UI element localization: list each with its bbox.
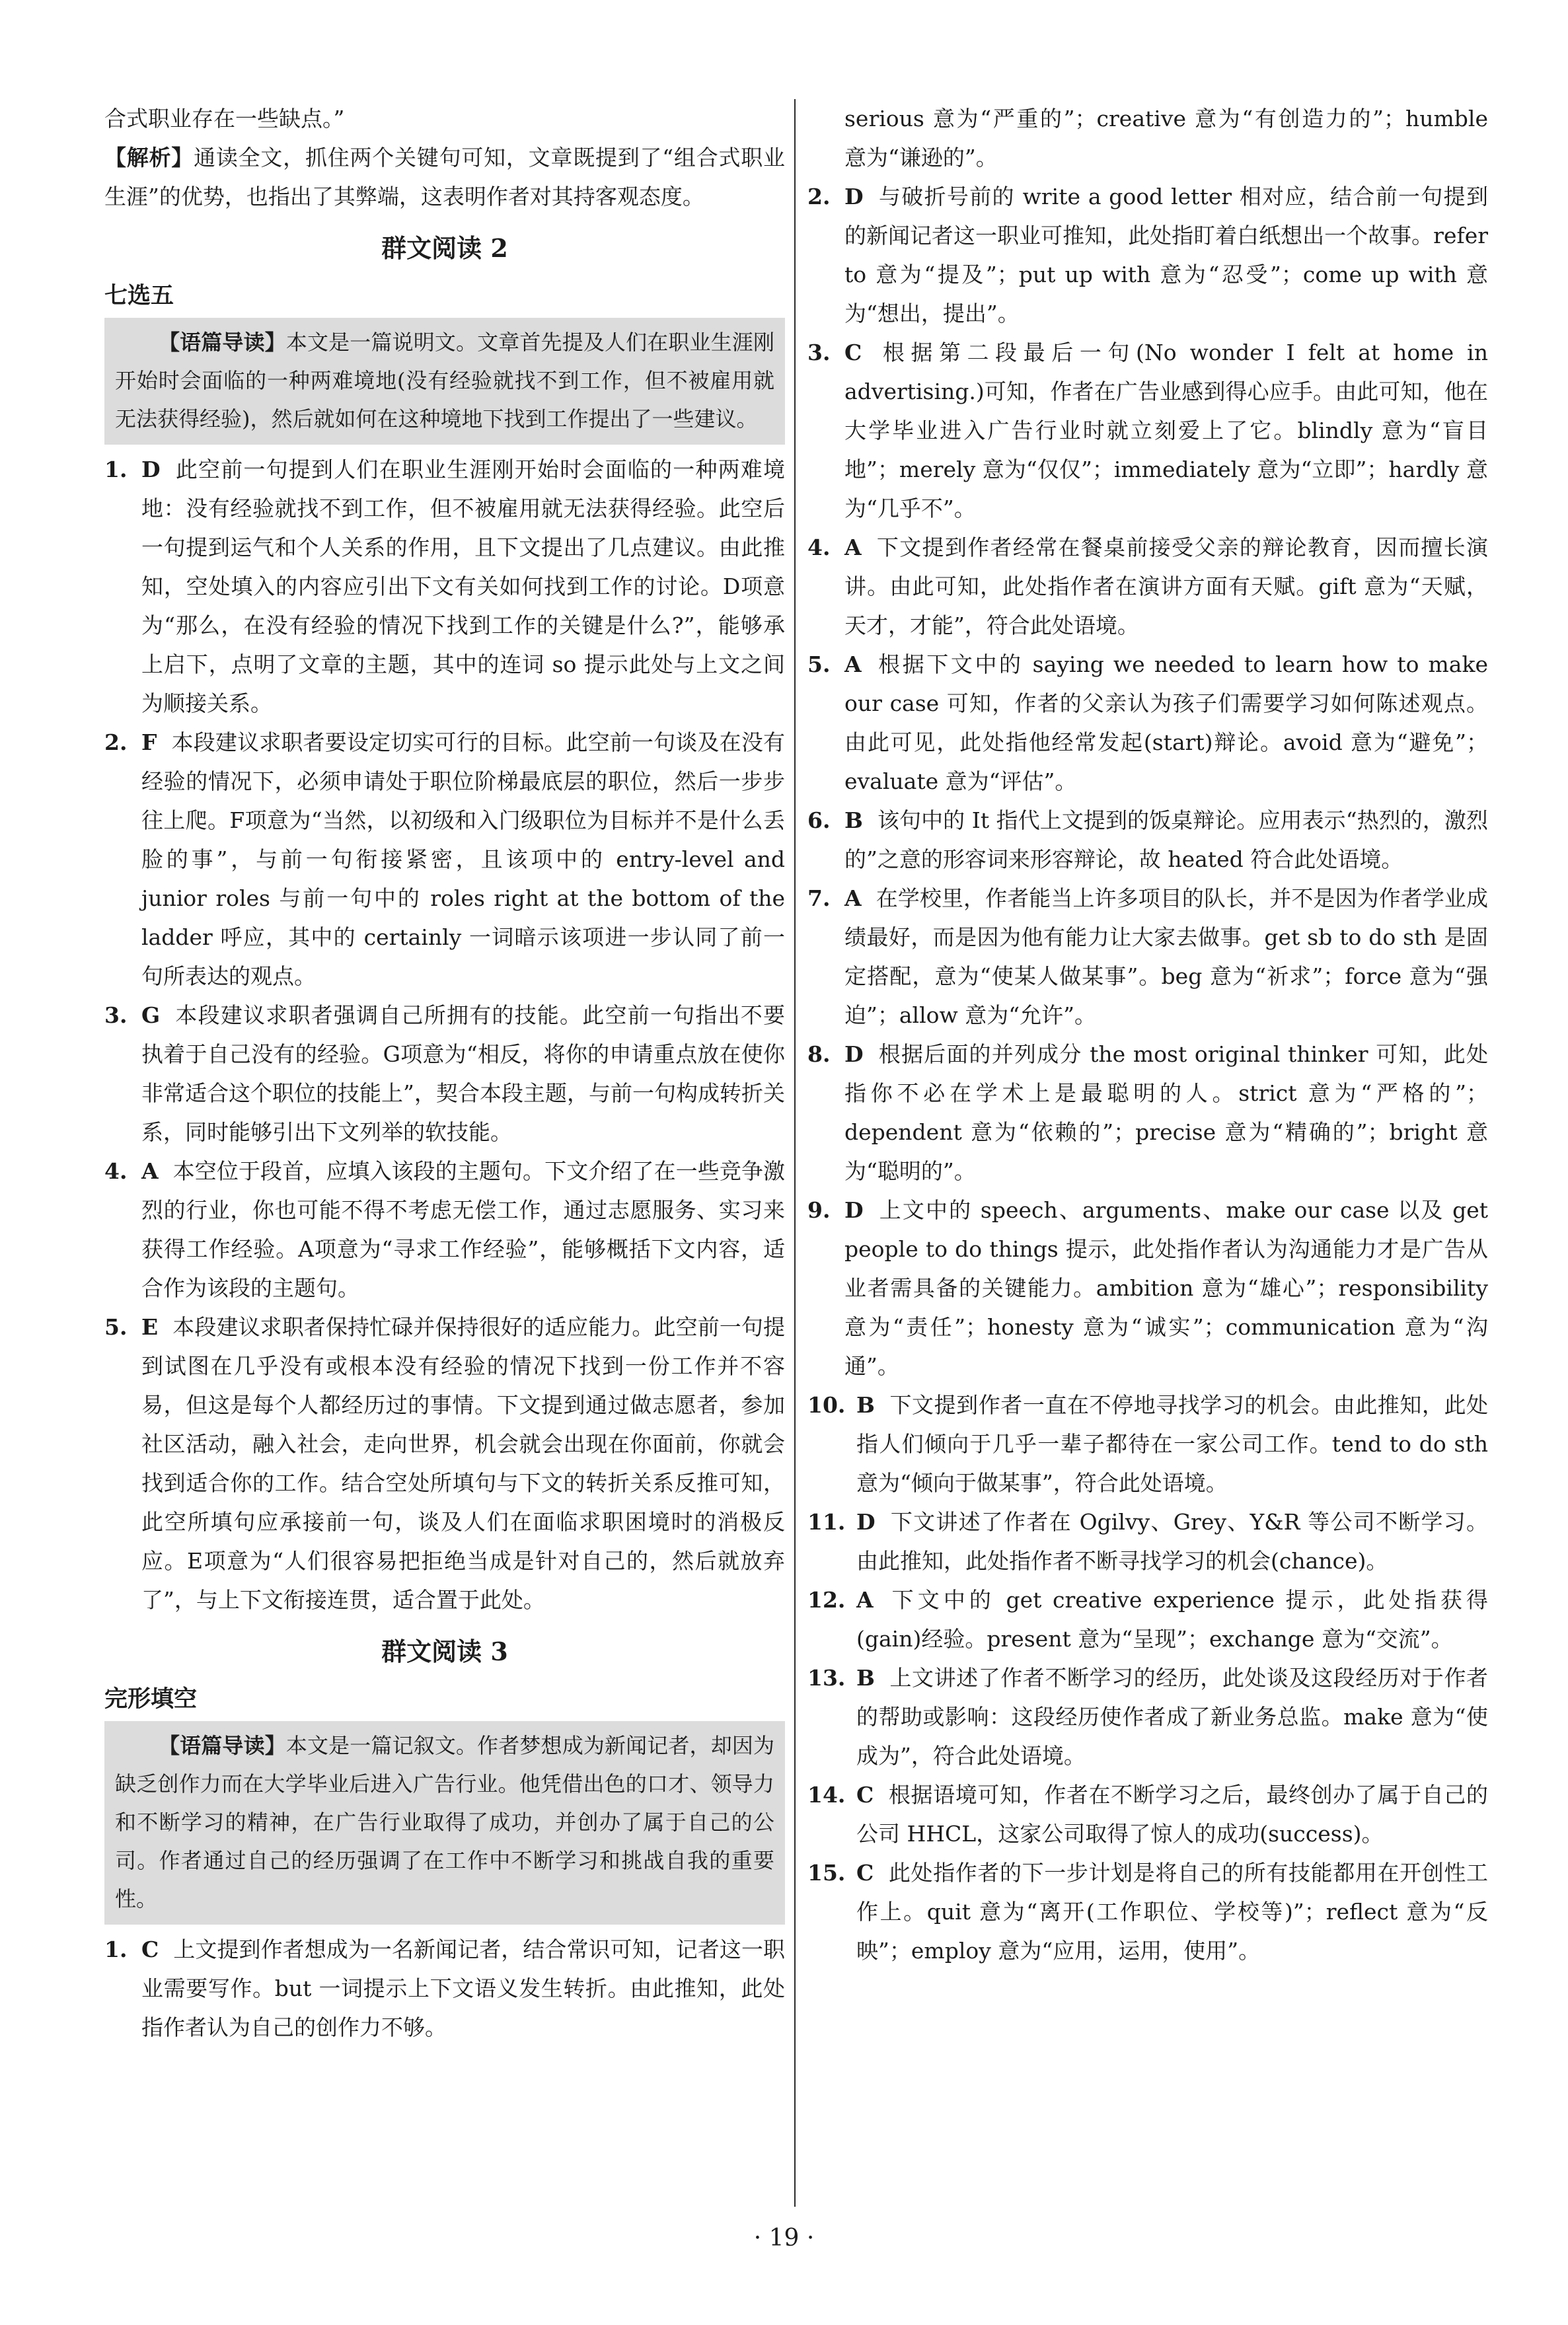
right-column [807, 99, 1488, 1970]
item-number: 1. [104, 1937, 128, 1962]
item-number: 3. [807, 340, 831, 365]
answer-explanation: 该句中的 It 指代上文提到的饭桌辩论。应用表示“热烈的，激烈的”之意的形容词来形容辩论，故 heated 符合此处语境。 [844, 807, 1488, 872]
answer-explanation: 本段建议求职者要设定切实可行的目标。此空前一句谈及在没有经验的情况下，必须申请处于职位阶梯最底层的职位，然后一步步往上爬。F项意为“当然，以初级和入门级职位为目标并不是什么丢脸的事”，与前一句衔接紧密，且该项中的 entry-level and junior roles 与前一句中的 roles right at the bottom of the ladder 呼应，其中的 certainly 一词暗示该项进一步认同了前一句所表达的观点。 [141, 729, 785, 989]
answer-item [104, 1152, 785, 1308]
answer-explanation: 本空位于段首，应填入该段的主题句。下文介绍了在一些竞争激烈的行业，你也可能不得不考虑无偿工作，通过志愿服务、实习来获得工作经验。A项意为“寻求工作经验”，能够概括下文内容，适合作为该段的主题句。 [141, 1158, 785, 1301]
section-subtitle-2: 七选五 [104, 282, 174, 309]
item-number: 4. [104, 1158, 128, 1184]
answer-explanation: 上文中的 speech、arguments、make our case 以及 get people to do things 提示，此处指作者认为沟通能力才是广告从业者需具备的关键能力。ambition 意为“雄心”；responsibility 意为“责任”；honesty 意为“诚实”；communication 意为“沟通”。 [844, 1197, 1488, 1379]
guide-body: 本文是一篇说明文。文章首先提及人们在职业生涯刚开始时会面临的一种两难境地(没有经验就找不到工作，但不被雇用就无法获得经验)，然后就如何在这种境地下找到工作提出了一些建议。 [115, 330, 774, 431]
answer-letter: A [856, 1587, 874, 1613]
column-divider [794, 99, 796, 2207]
analysis-paragraph [104, 138, 785, 216]
answer-item [807, 528, 1488, 645]
section-title-2: 群文阅读 2 [381, 233, 508, 263]
answer-letter: A [844, 651, 862, 677]
section-title-3: 群文阅读 3 [381, 1637, 508, 1666]
answer-letter: D [856, 1509, 876, 1535]
item-number: 6. [807, 807, 831, 833]
answer-item [807, 1658, 1488, 1775]
answer-letter: B [856, 1392, 875, 1418]
answer-explanation: 下文提到作者一直在不停地寻找学习的机会。由此推知，此处指人们倾向于几乎一辈子都待在一家公司工作。tend to do sth 意为“倾向于做某事”，符合此处语境。 [856, 1392, 1488, 1496]
guide-text-3 [115, 1726, 774, 1918]
answer-item [807, 1035, 1488, 1191]
answer-explanation: 在学校里，作者能当上许多项目的队长，并不是因为作者学业成绩最好，而是因为他有能力让大家去做事。get sb to do sth 是固定搭配，意为“使某人做某事”。beg 意为“祈求”；force 意为“强迫”；allow 意为“允许”。 [844, 885, 1488, 1028]
item-number: 8. [807, 1041, 831, 1067]
answer-letter: D [844, 1197, 864, 1223]
answer-explanation: 下文中的 get creative experience 提示，此处指获得(gain)经验。present 意为“呈现”；exchange 意为“交流”。 [856, 1587, 1488, 1652]
answer-explanation: 根据后面的并列成分 the most original thinker 可知，此处指你不必在学术上是最聪明的人。strict 意为“严格的”；dependent 意为“依赖的”；precise 意为“精确的”；bright 意为“聪明的”。 [844, 1041, 1488, 1184]
section-subtitle-3: 完形填空 [104, 1685, 198, 1713]
analysis-text: 通读全文，抓住两个关键句可知，文章既提到了“组合式职业生涯”的优势，也指出了其弊端，这表明作者对其持客观态度。 [104, 145, 786, 209]
guide-body: 本文是一篇记叙文。作者梦想成为新闻记者，却因为缺乏创作力而在大学毕业后进入广告行业。他凭借出色的口才、领导力和不断学习的精神，在广告行业取得了成功，并创办了属于自己的公司。作者通过自己的经历强调了在工作中不断学习和挑战自我的重要性。 [115, 1733, 774, 1911]
answer-item [807, 879, 1488, 1035]
answer-explanation: 上文讲述了作者不断学习的经历，此处谈及这段经历对于作者的帮助或影响：这段经历使作者成了新业务总监。make 意为“使成为”，符合此处语境。 [856, 1665, 1488, 1769]
guide-box-3 [104, 1721, 785, 1925]
answer-letter: B [844, 807, 863, 833]
answer-letter: C [856, 1860, 874, 1886]
answer-explanation: 与破折号前的 write a good letter 相对应，结合前一句提到的新闻记者这一职业可推知，此处指盯着白纸想出一个故事。refer to 意为“提及”；put up with 意为“忍受”；come up with 意为“想出，提出”。 [844, 184, 1488, 326]
answer-item [807, 1385, 1488, 1502]
answer-letter: F [141, 729, 157, 755]
answer-letter: A [844, 535, 862, 560]
answer-explanation: 根据下文中的 saying we needed to learn how to make our case 可知，作者的父亲认为孩子们需要学习如何陈述观点。由此可见，此处指他经常发起(start)辩论。avoid 意为“避免”；evaluate 意为“评估”。 [844, 651, 1488, 794]
item-number: 1. [104, 457, 128, 482]
answer-explanation: 本段建议求职者保持忙碌并保持很好的适应能力。此空前一句提到试图在几乎没有或根本没有经验的情况下找到一份工作并不容易，但这是每个人都经历过的事情。下文提到通过做志愿者，参加社区活动，融入社会，走向世界，机会就会出现在你面前，你就会找到适合你的工作。结合空处所填句与下文的转折关系反推可知，此空所填句应承接前一句，谈及人们在面临求职困境时的消极反应。E项意为“人们很容易把拒绝当成是针对自己的，然后就放弃了”，与上下文衔接连贯，适合置于此处。 [141, 1314, 785, 1613]
answer-letter: A [141, 1158, 159, 1184]
answer-letter: D [844, 184, 864, 209]
answer-letter: D [141, 457, 161, 482]
left-column [104, 99, 785, 2047]
answer-item [104, 996, 785, 1152]
item-number: 4. [807, 535, 831, 560]
analysis-tag: 【解析】 [104, 145, 194, 170]
answer-item [807, 1853, 1488, 1970]
answer-explanation: 此处指作者的下一步计划是将自己的所有技能都用在开创性工作上。quit 意为“离开(工作职位、学校等)”；reflect 意为“反映”；employ 意为“应用，运用，使用”。 [856, 1860, 1488, 1964]
answer-item [807, 1775, 1488, 1853]
answer-letter: C [856, 1782, 874, 1808]
answer-letter: G [141, 1002, 161, 1028]
paragraph-continuation: serious 意为“严重的”；creative 意为“有创造力的”；humble 意为“谦逊的”。 [844, 106, 1488, 170]
answer-letter: C [141, 1937, 159, 1962]
answer-explanation: 下文讲述了作者在 Ogilvy、Grey、Y&R 等公司不断学习。由此推知，此处指作者不断寻找学习的机会(chance)。 [856, 1509, 1488, 1574]
item-number: 7. [807, 885, 831, 911]
answer-explanation: 此空前一句提到人们在职业生涯刚开始时会面临的一种两难境地：没有经验就找不到工作，但不被雇用就无法获得经验。此空后一句提到运气和个人关系的作用，且下文提出了几点建议。由此推知，空处填入的内容应引出下文有关如何找到工作的讨论。D项意为“那么，在没有经验的情况下找到工作的关键是什么?”，能够承上启下，点明了文章的主题，其中的连词 so 提示此处与上文之间为顺接关系。 [141, 457, 785, 716]
guide-tag: 【语篇导读】 [159, 330, 286, 355]
answer-letter: D [844, 1041, 864, 1067]
item-number: 15. [807, 1860, 846, 1886]
answer-explanation: 上文提到作者想成为一名新闻记者，结合常识可知，记者这一职业需要写作。but 一词提示上下文语义发生转折。由此推知，此处指作者认为自己的创作力不够。 [141, 1937, 785, 2040]
page-number: · 19 · [753, 2225, 815, 2252]
item-number: 3. [104, 1002, 128, 1028]
answer-explanation: 根据语境可知，作者在不断学习之后，最终创办了属于自己的公司 HHCL，这家公司取得了惊人的成功(success)。 [856, 1782, 1488, 1847]
paragraph-continuation: 合式职业存在一些缺点。” [104, 106, 345, 131]
answer-letter: B [856, 1665, 875, 1691]
answer-explanation: 本段建议求职者强调自己所拥有的技能。此空前一句指出不要执着于自己没有的经验。G项意为“相反，将你的申请重点放在使你非常适合这个职位的技能上”，契合本段主题，与前一句构成转折关系，同时能够引出下文列举的软技能。 [141, 1002, 785, 1145]
answer-item [104, 1308, 785, 1619]
answer-item [807, 333, 1488, 528]
guide-tag: 【语篇导读】 [159, 1733, 286, 1758]
item-number: 10. [807, 1392, 846, 1418]
answer-item [807, 645, 1488, 801]
item-number: 12. [807, 1587, 846, 1613]
item-number: 2. [104, 729, 128, 755]
item-number: 5. [807, 651, 831, 677]
item-number: 11. [807, 1509, 846, 1535]
answer-letter: A [844, 885, 862, 911]
answer-item [104, 723, 785, 996]
item-number: 9. [807, 1197, 831, 1223]
answer-explanation: 根据第二段最后一句(No wonder I felt at home in advertising.)可知，作者在广告业感到得心应手。由此可知，他在大学毕业进入广告行业时就立刻爱上了它。blindly 意为“盲目地”；merely 意为“仅仅”；immediately 意为“立即”；hardly 意为“几乎不”。 [844, 340, 1488, 521]
answer-explanation: 下文提到作者经常在餐桌前接受父亲的辩论教育，因而擅长演讲。由此可知，此处指作者在演讲方面有天赋。gift 意为“天赋，天才，才能”，符合此处语境。 [844, 535, 1488, 638]
answer-item [104, 1930, 785, 2047]
item-number: 2. [807, 184, 831, 209]
guide-text-2 [115, 323, 774, 438]
answer-item [104, 450, 785, 723]
item-number: 5. [104, 1314, 128, 1340]
answer-item [807, 177, 1488, 333]
answer-letter: C [844, 340, 862, 365]
answer-item [807, 1580, 1488, 1658]
answer-item [807, 1502, 1488, 1580]
answer-item [807, 801, 1488, 879]
item-number: 14. [807, 1782, 846, 1808]
answer-letter: E [141, 1314, 159, 1340]
guide-box-2 [104, 318, 785, 445]
answer-item [807, 1191, 1488, 1385]
item-number: 13. [807, 1665, 846, 1691]
